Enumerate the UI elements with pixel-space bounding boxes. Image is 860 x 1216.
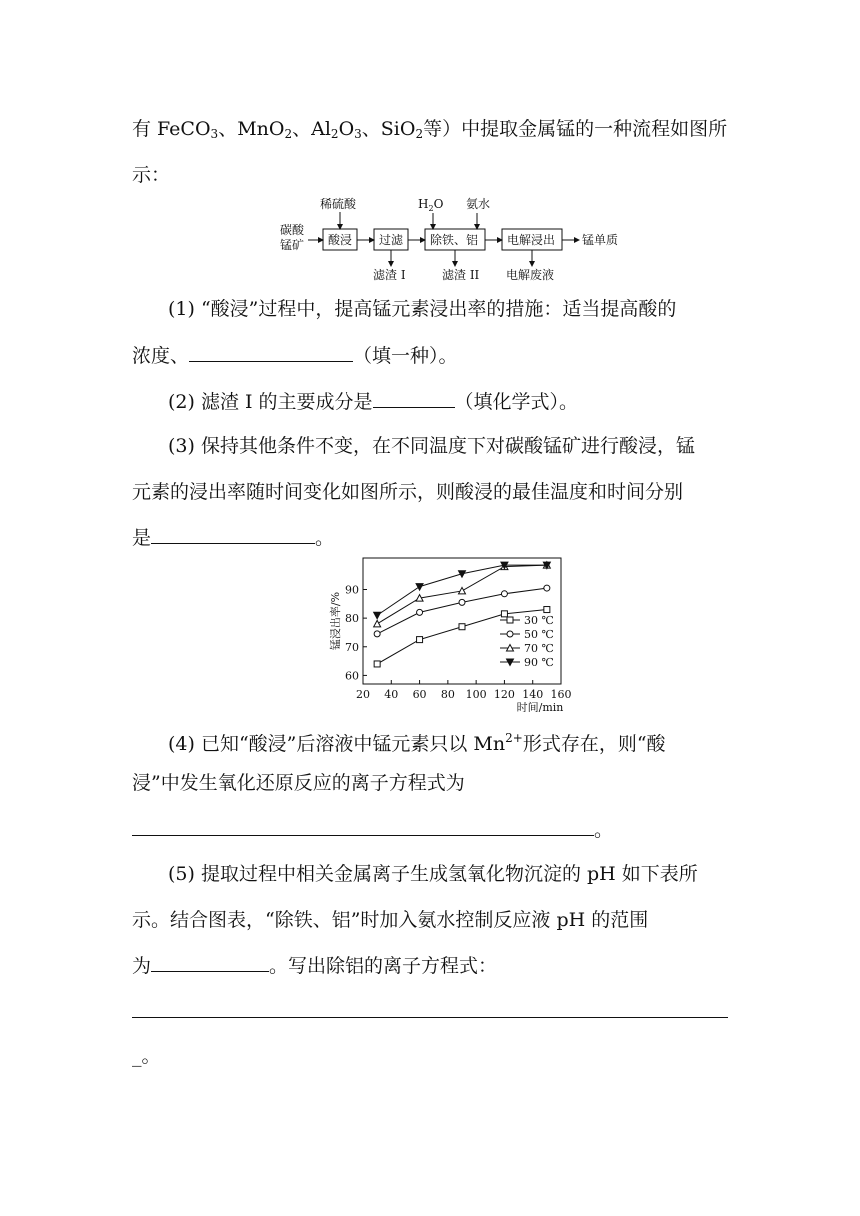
y-tick-label: 60 bbox=[345, 669, 359, 683]
data-point bbox=[501, 611, 507, 617]
q1-line-1: (1) “酸浸”过程中，提高锰元素浸出率的措施：适当提高酸的 bbox=[168, 298, 677, 320]
answer-blank-6[interactable] bbox=[132, 999, 728, 1018]
q4-text: 。 bbox=[594, 819, 614, 841]
data-point bbox=[417, 637, 423, 643]
leach-rate-chart bbox=[325, 552, 575, 712]
raw-material-label: 碳酸 bbox=[280, 223, 305, 237]
subscript: 2 bbox=[415, 127, 424, 141]
answer-blank-2[interactable] bbox=[373, 389, 455, 408]
data-point bbox=[501, 591, 507, 597]
q5-line-4 bbox=[132, 999, 728, 1024]
q1-line-2 bbox=[132, 343, 458, 368]
q4-text: (4) 已知“酸浸”后溶液中锰元素只以 Mn bbox=[168, 733, 506, 755]
intro-text: 等）中提取金属锰的一种流程如图所 bbox=[423, 118, 728, 140]
legend-label: 50 ℃ bbox=[524, 628, 554, 641]
intro-text: 、SiO bbox=[361, 118, 416, 140]
intro-text: 、MnO bbox=[218, 118, 285, 140]
intro-line-1 bbox=[132, 117, 727, 146]
data-point bbox=[374, 661, 380, 667]
q4-line-1 bbox=[168, 726, 666, 756]
q2-text: (2) 滤渣 I 的主要成分是 bbox=[168, 391, 373, 413]
q3-line-3 bbox=[132, 525, 334, 550]
q3-text: 。 bbox=[315, 527, 335, 549]
q4-text: 形式存在，则“酸 bbox=[522, 733, 666, 755]
data-point bbox=[459, 599, 465, 605]
q3-text: 是 bbox=[132, 527, 152, 549]
data-point bbox=[417, 609, 423, 615]
y-axis-label: 锰浸出率/% bbox=[329, 591, 342, 651]
q5-line-5: _。 bbox=[132, 1045, 161, 1067]
data-point bbox=[374, 612, 381, 619]
x-tick-label: 80 bbox=[440, 688, 455, 701]
h2o2-input-label: $H_2O$ bbox=[418, 197, 444, 213]
data-point bbox=[544, 585, 550, 591]
box-remove-fe-al: 除铁、铝 bbox=[430, 233, 479, 247]
q2-line bbox=[168, 389, 578, 414]
legend-marker bbox=[507, 617, 513, 623]
intro-text: 、Al bbox=[292, 118, 331, 140]
data-point bbox=[374, 620, 381, 627]
q1-text: 浓度、 bbox=[132, 345, 190, 367]
subscript: 2 bbox=[284, 127, 293, 141]
data-point bbox=[459, 587, 466, 594]
box-acid-leach: 酸浸 bbox=[328, 233, 353, 247]
x-tick-label: 120 bbox=[493, 688, 515, 701]
subscript: 3 bbox=[210, 127, 219, 141]
q5-text: 为 bbox=[132, 955, 152, 977]
data-point bbox=[374, 631, 380, 637]
intro-text: O bbox=[338, 118, 355, 140]
x-tick-label: 20 bbox=[356, 688, 370, 701]
q5-line-2: 示。结合图表，“除铁、铝”时加入氨水控制反应液 pH 的范围 bbox=[132, 909, 649, 931]
legend-label: 30 ℃ bbox=[524, 614, 554, 627]
x-axis-label: 时间/min bbox=[516, 701, 564, 712]
process-flow-diagram bbox=[270, 188, 640, 288]
q5-text: 。写出除铝的离子方程式： bbox=[269, 955, 498, 977]
answer-blank-3[interactable] bbox=[151, 525, 315, 544]
intro-line-2: 示： bbox=[132, 164, 171, 186]
q3-line-2: 元素的浸出率随时间变化如图所示，则酸浸的最佳温度和时间分别 bbox=[132, 481, 684, 503]
x-tick-label: 40 bbox=[384, 688, 399, 701]
residue-1-label: 滤渣 I bbox=[373, 268, 406, 282]
subscript: 3 bbox=[354, 127, 362, 141]
y-tick-label: 90 bbox=[345, 583, 359, 597]
x-tick-label: 140 bbox=[522, 688, 544, 701]
x-tick-label: 100 bbox=[465, 688, 487, 701]
y-tick-label: 80 bbox=[345, 612, 359, 626]
q4-line-3 bbox=[132, 817, 613, 842]
q3-line-1: (3) 保持其他条件不变，在不同温度下对碳酸锰矿进行酸浸，锰 bbox=[168, 435, 695, 457]
box-filter: 过滤 bbox=[379, 233, 404, 247]
data-point bbox=[416, 584, 423, 591]
data-point bbox=[544, 607, 550, 613]
x-tick-label: 60 bbox=[412, 688, 427, 701]
raw-material-label: 锰矿 bbox=[280, 238, 305, 252]
q1-text: （填一种）。 bbox=[353, 345, 458, 367]
y-tick-label: 70 bbox=[345, 640, 359, 654]
acid-input-label: 稀硫酸 bbox=[320, 197, 357, 211]
q2-text: （填化学式）。 bbox=[454, 391, 579, 413]
waste-liquid-label: 电解废液 bbox=[506, 268, 555, 282]
q5-line-3 bbox=[132, 953, 497, 978]
x-tick-label: 160 bbox=[550, 688, 572, 701]
legend-label: 70 ℃ bbox=[524, 642, 554, 655]
residue-2-label: 滤渣 II bbox=[442, 268, 480, 282]
data-point bbox=[459, 624, 465, 630]
q5-line-1: (5) 提取过程中相关金属离子生成氢氧化物沉淀的 pH 如下表所 bbox=[168, 863, 698, 885]
q4-line-2: 浸”中发生氧化还原反应的离子方程式为 bbox=[132, 772, 465, 794]
answer-blank-1[interactable] bbox=[189, 343, 353, 362]
legend-label: 90 ℃ bbox=[524, 656, 554, 669]
ammonia-input-label: 氨水 bbox=[466, 197, 491, 211]
answer-blank-4[interactable] bbox=[132, 817, 594, 836]
series-line bbox=[377, 610, 547, 664]
legend-marker bbox=[507, 631, 513, 637]
product-label: 锰单质 bbox=[582, 233, 619, 247]
subscript: 2 bbox=[330, 127, 339, 141]
intro-text: 有 FeCO bbox=[132, 118, 211, 140]
superscript: 2+ bbox=[505, 731, 523, 745]
box-electrolysis: 电解浸出 bbox=[507, 233, 556, 247]
answer-blank-5[interactable] bbox=[151, 953, 269, 972]
